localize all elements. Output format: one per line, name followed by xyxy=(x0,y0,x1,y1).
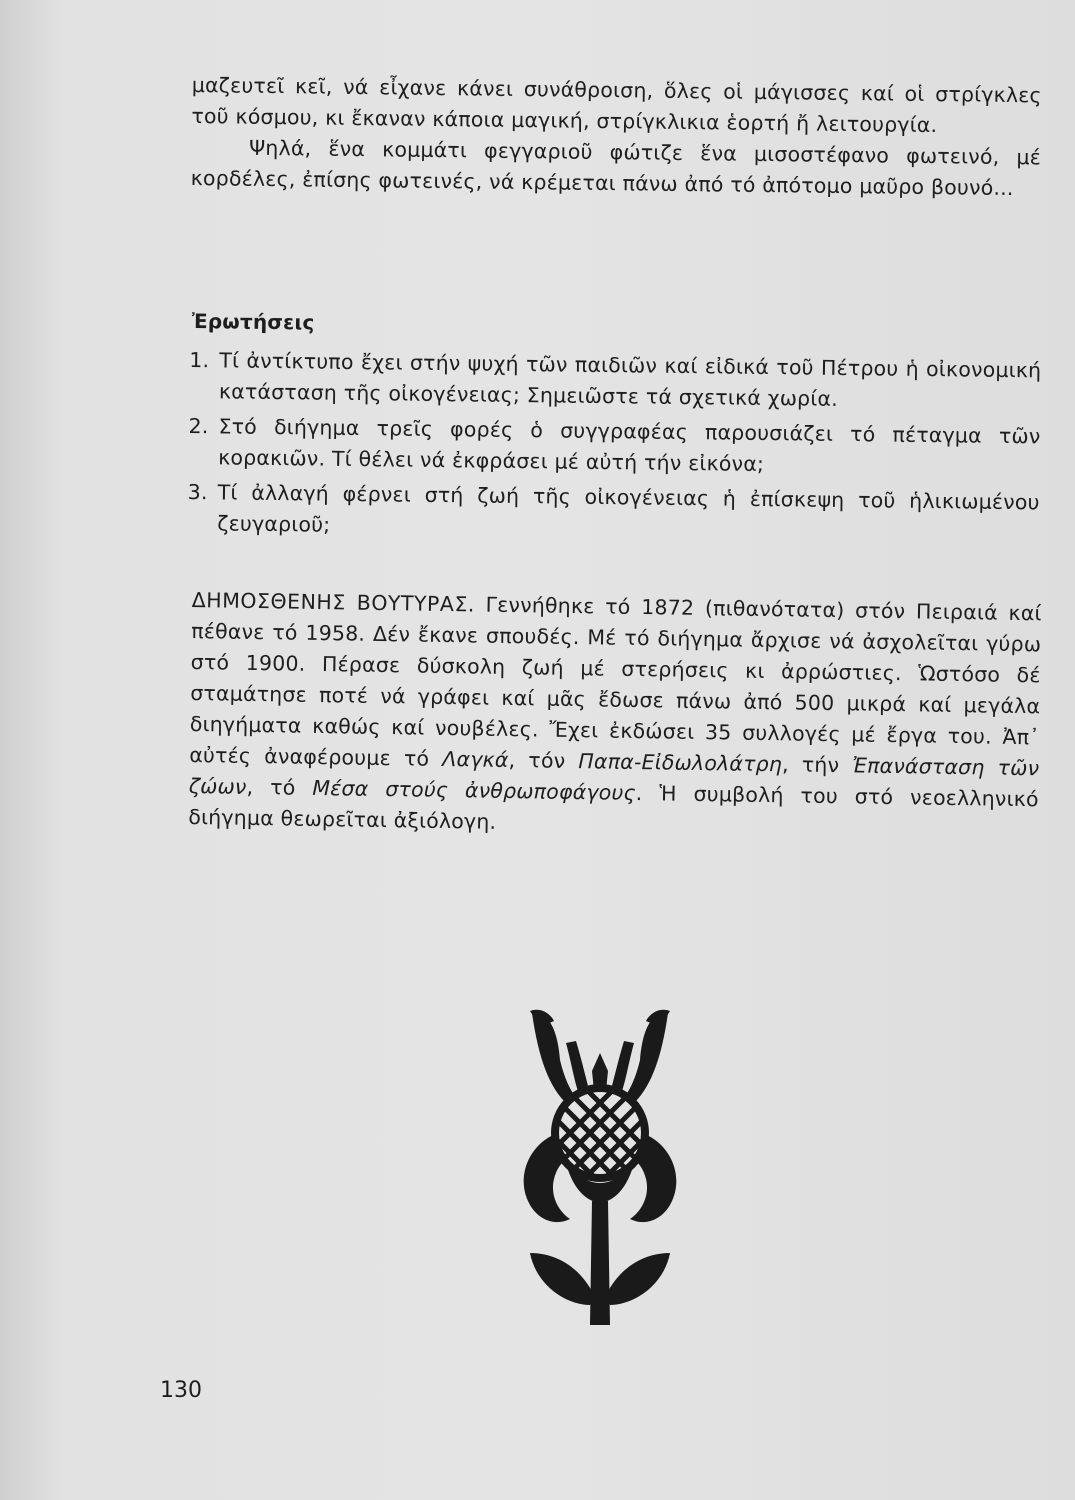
author-name: ΔΗΜΟΣΘΕΝΗΣ ΒΟΥΤΥΡΑΣ. xyxy=(191,587,476,617)
page-number: 130 xyxy=(160,1378,202,1403)
story-ending xyxy=(190,70,1041,204)
question-text: Τί ἀλλαγή φέρνει στή ζωή τῆς οἰκογένειας ἡ ἐπίσκεψη τοῦ ἡλικιωμένου ζευγαριοῦ; xyxy=(217,480,1040,537)
story-paragraph-1: μαζευτεῖ κεῖ, νά εἶχανε κάνει συνάθροιση, ὅλες οἱ μάγισσες καί οἱ στρίγκλες τοῦ κόσμου, κι ἔκαναν κάποια μαγική, στρίγκλικια ἑορτή ἤ λειτουργία. xyxy=(191,72,1042,138)
question-text: Τί ἀντίκτυπο ἔχει στήν ψυχή τῶν παιδιῶν καί εἰδικά τοῦ Πέτρου ἡ οἰκονομική κατάσταση τῆς οἰκογένειας; Σημειῶστε τά σχετικά χωρία. xyxy=(218,348,1042,411)
question-item xyxy=(189,477,1040,549)
work-title: Μέσα στούς ἀνθρωποφάγους xyxy=(312,775,636,805)
bio-separator: , τό xyxy=(246,774,313,800)
bio-text: Γεννήθηκε τό 1872 (πιθανότατα) στόν Πειραιά καί πέθανε τό 1958. Δέν ἔκανε σπουδές. Μέ τό διήγημα ἄρχισε νά ἀσχολεῖται γύρω στό 1900. Πέρασε δύσκολη ζωή μέ στερήσεις κι ἀρρώστιες. Ὡστόσο δέ σταμάτησε ποτέ νά γράφει καί μᾶς ἔδωσε πάνω ἀπό 500 μικρά καί μεγάλα διηγήματα καθώς καί νουβέλες. Ἔχει ἐκδώσει 35 συλλογές μέ ἔργα του. Ἀπ᾿ αὐτές ἀναφέρουμε τό xyxy=(189,592,1042,771)
biography-paragraph xyxy=(188,585,1042,846)
bio-separator: , τόν xyxy=(508,747,579,774)
bio-text-end: . Ἡ συμβολή του στό νεοελληνικό διήγημα θεωρεῖται ἀξιόλογη. xyxy=(188,780,1039,834)
thistle-flower-ornament-icon xyxy=(510,1005,690,1335)
work-title: Ἐπανάσταση τῶν ζώων xyxy=(188,753,1040,799)
question-item xyxy=(190,411,1041,483)
question-number: 2. xyxy=(188,413,209,439)
question-text: Στό διήγημα τρεῖς φορές ὁ συγγραφέας παρουσιάζει τό πέταγμα τῶν κορακιῶν. Τί θέλει νά ἐκφράσει μέ αὐτή τήν εἰκόνα; xyxy=(218,414,1041,477)
author-biography xyxy=(188,585,1042,846)
work-title: Παπα-Εἰδωλολάτρη xyxy=(578,749,783,777)
question-item xyxy=(191,345,1042,417)
question-number: 1. xyxy=(189,347,210,373)
questions-heading: Ἐρωτήσεις xyxy=(191,308,315,335)
story-paragraph-2: Ψηλά, ἕνα κομμάτι φεγγαριοῦ φώτιζε ἕνα μισοστέφανο φωτεινό, μέ κορδέλες, ἐπίσης φωτεινές, νά κρέμεται πάνω ἀπό τό ἀπότομο μαῦρο βουνό... xyxy=(190,135,1042,201)
bio-separator: , τήν xyxy=(781,752,853,778)
questions-list xyxy=(189,345,1041,549)
questions-section xyxy=(189,306,1042,553)
work-title: Λαγκά xyxy=(442,746,509,772)
question-number: 3. xyxy=(187,479,208,505)
